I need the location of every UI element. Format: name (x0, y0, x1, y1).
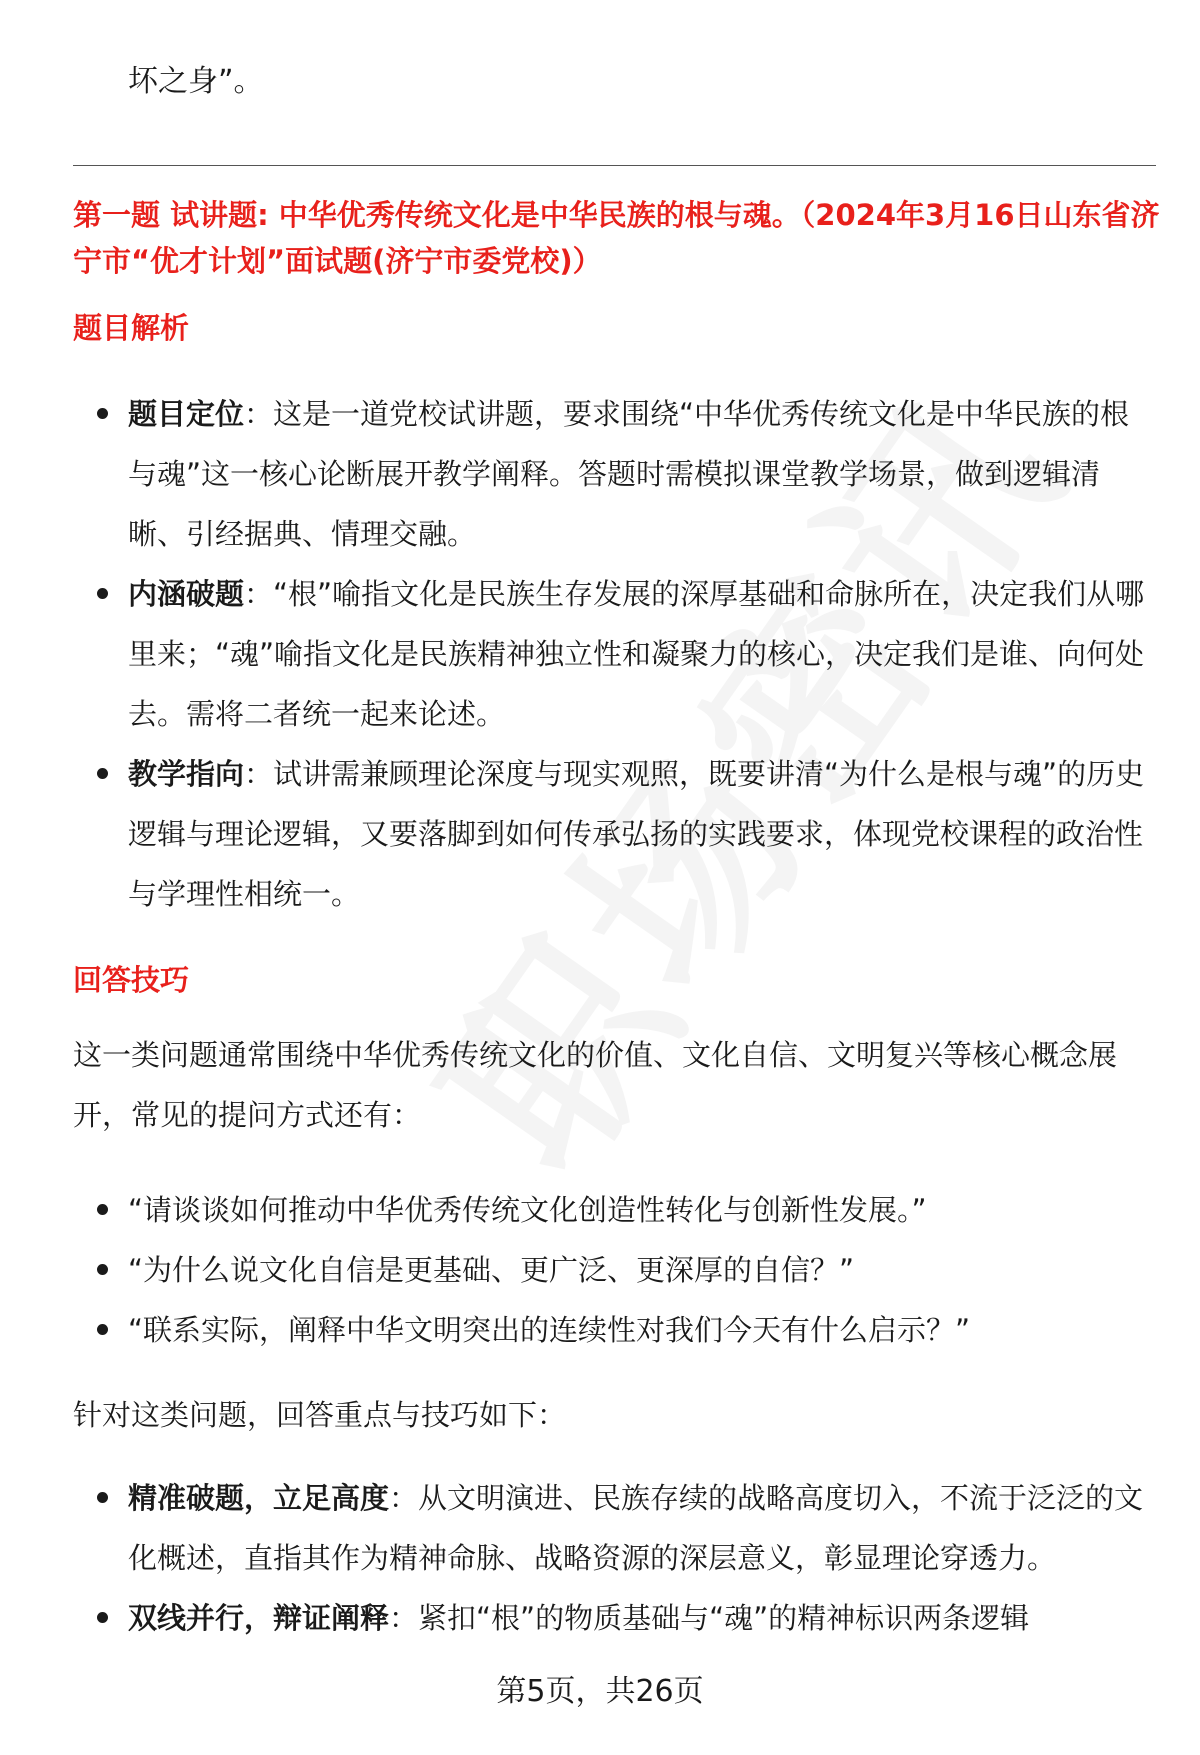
list-item (0, 384, 1150, 564)
item-text: ：从文明演进、民族存续的战略高度切入，不流于泛泛的文化概述，直指其作为精神命脉、战略资源的深层意义，彰显理论穿透力。 (128, 1481, 1144, 1575)
bullet-icon (97, 768, 108, 779)
item-text: ：这是一道党校试讲题，要求围绕“中华优秀传统文化是中华民族的根与魂”这一核心论断展开教学阐释。答题时需模拟课堂教学场景，做到逻辑清晰、引经据典、情理交融。 (128, 397, 1130, 551)
bullet-icon (97, 1492, 108, 1503)
question-title: 第一题 试讲题: 中华优秀传统文化是中华民族的根与魂。（2024年3月16日山东省济宁市“优才计划”面试题(济宁市委党校)） (73, 198, 1160, 278)
page-number: 第5页，共26页 (496, 1674, 704, 1709)
continuation-text: 坏之身”。 (128, 64, 264, 99)
list-item (0, 1180, 1150, 1240)
item-label: 内涵破题 (128, 577, 245, 611)
list-item (0, 1300, 1150, 1360)
item-text: “请谈谈如何推动中华优秀传统文化创造性转化与创新性发展。” (128, 1193, 927, 1227)
item-text: ：紧扣“根”的物质基础与“魂”的精神标识两条逻辑 (389, 1601, 1030, 1635)
item-text: ：“根”喻指文化是民族生存发展的深厚基础和命脉所在，决定我们从哪里来；“魂”喻指文化是民族精神独立性和凝聚力的核心，决定我们是谁、向何处去。需将二者统一起来论述。 (128, 577, 1145, 731)
bullet-icon (97, 1264, 108, 1275)
bullet-icon (97, 1612, 108, 1623)
analysis-heading: 题目解析 (73, 311, 190, 345)
bullet-icon (97, 588, 108, 599)
tips-heading: 回答技巧 (73, 963, 190, 997)
tips-list (0, 1468, 1150, 1648)
item-text: “联系实际，阐释中华文明突出的连续性对我们今天有什么启示？” (128, 1313, 971, 1347)
tips-lead: 针对这类问题，回答重点与技巧如下： (73, 1398, 567, 1432)
divider (73, 165, 1156, 166)
list-item (0, 1588, 1150, 1648)
list-item (0, 744, 1150, 924)
question-list (0, 1180, 1150, 1360)
tips-intro: 这一类问题通常围绕中华优秀传统文化的价值、文化自信、文明复兴等核心概念展开，常见的提问方式还有： (73, 1038, 1118, 1132)
bullet-icon (97, 1204, 108, 1215)
item-label: 题目定位 (128, 397, 245, 431)
list-item (0, 1240, 1150, 1300)
item-label: 精准破题，立足高度 (128, 1481, 390, 1515)
analysis-list (0, 384, 1150, 924)
bullet-icon (97, 1324, 108, 1335)
item-label: 双线并行，辩证阐释 (128, 1601, 390, 1635)
item-text: “为什么说文化自信是更基础、更广泛、更深厚的自信？” (128, 1253, 855, 1287)
list-item (0, 564, 1150, 744)
item-label: 教学指向 (128, 757, 245, 791)
bullet-icon (97, 408, 108, 419)
list-item (0, 1468, 1150, 1588)
item-text: ：试讲需兼顾理论深度与现实观照，既要讲清“为什么是根与魂”的历史逻辑与理论逻辑，又要落脚到如何传承弘扬的实践要求，体现党校课程的政治性与学理性相统一。 (128, 757, 1145, 911)
